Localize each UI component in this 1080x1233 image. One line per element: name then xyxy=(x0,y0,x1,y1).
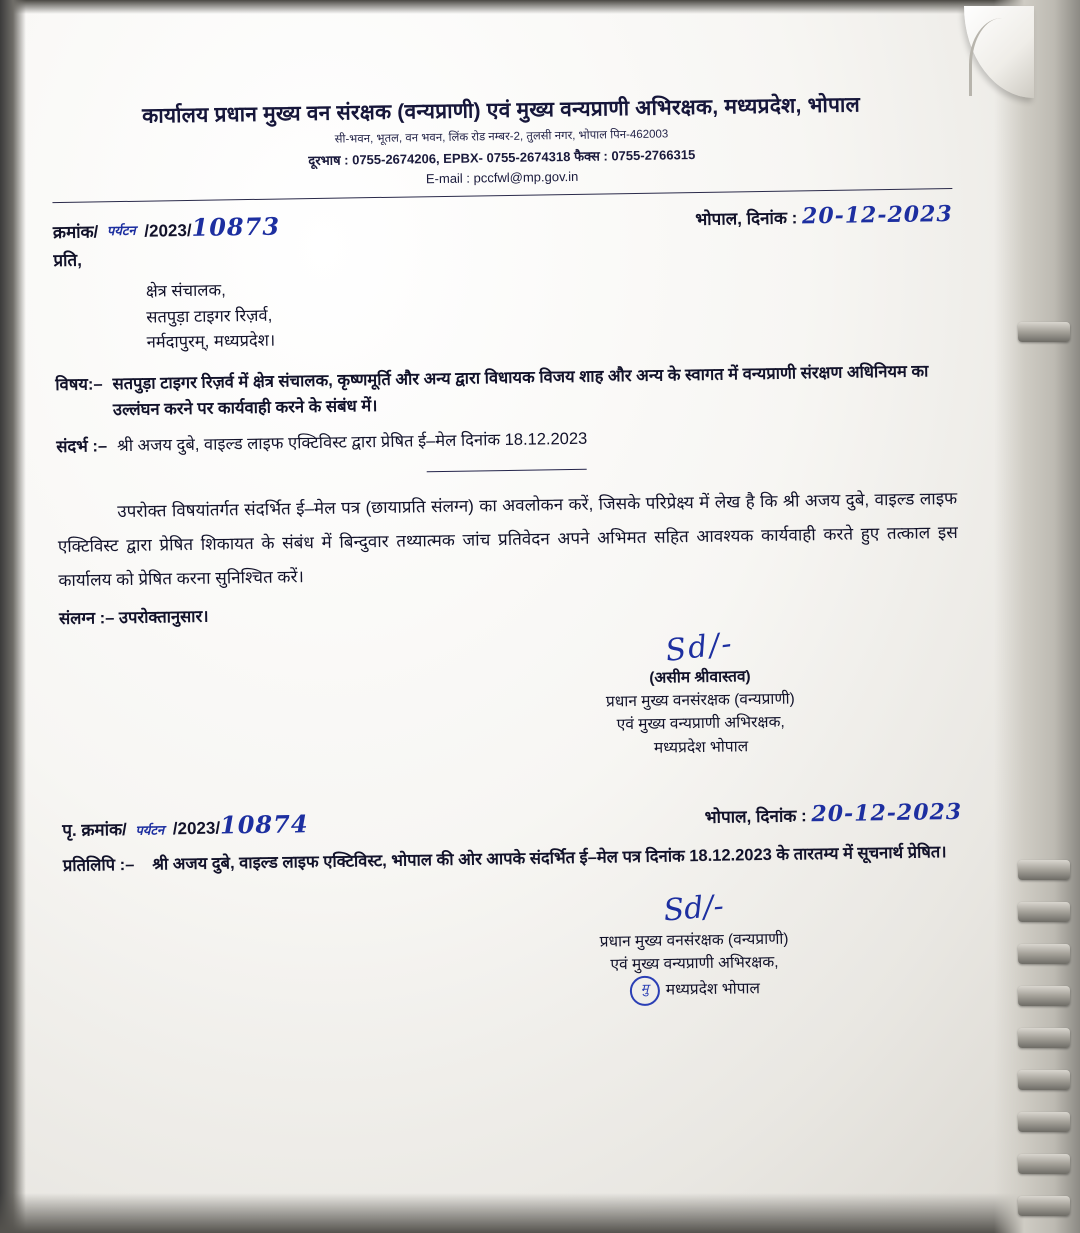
reference-line-label: संदर्भ :– xyxy=(56,437,108,457)
copy-to-text: श्री अजय दुबे, वाइल्ड लाइफ एक्टिविस्ट, भोपाल की ओर आपके संदर्भित ई–मेल पत्र दिनांक 18.12.2023 के तारतम्य में सूचनार्थ प्रेषित। xyxy=(152,843,947,874)
binding-ring xyxy=(1018,860,1070,880)
photo-left-edge-shadow xyxy=(0,0,26,1233)
signature-block-secondary xyxy=(483,883,905,1009)
handwritten-signature-secondary: Sd/- xyxy=(662,888,726,929)
office-email-line: E-mail : pccfwl@mp.gov.in xyxy=(425,168,579,187)
handwritten-signature: Sd/- xyxy=(663,625,736,669)
signer-designation-line-1: प्रधान मुख्य वनसंरक्षक (वन्यप्राणी) xyxy=(605,690,795,711)
signer-name: (असीम श्रीवास्तव) xyxy=(649,668,751,687)
copy-reference-number-row xyxy=(62,799,962,842)
addressee-block xyxy=(146,267,955,356)
spiral-binding-strip xyxy=(994,0,1080,1233)
addressee-line: नर्मदापुरम्, मध्यप्रदेश। xyxy=(146,331,276,352)
copy-reference-group xyxy=(62,809,309,842)
copy-reference-label: पृ. क्रमांक/ xyxy=(62,819,127,840)
binding-ring xyxy=(1018,1028,1070,1048)
letterhead-divider xyxy=(52,188,952,203)
copy-to-label: प्रतिलिपि :– xyxy=(62,855,135,875)
signer-designation-line-3: मध्यप्रदेश भोपाल xyxy=(653,737,749,757)
reference-row xyxy=(56,420,956,461)
subject-row xyxy=(55,358,956,425)
office-phone-line: दूरभाष : 0755-2674206, EPBX- 0755-2674318 फैक्स : 0755-2766315 xyxy=(308,147,696,169)
copy-reference-serial-number: 10874 xyxy=(219,809,309,840)
signer2-office-line: मध्यप्रदेश भोपाल xyxy=(665,980,761,1000)
subject-text: सतपुड़ा टाइगर रिज़र्व में क्षेत्र संचालक, कृष्णमूर्ति और अन्य द्वारा विधायक विजय शाह और अन्य के स्वागत में वन्यप्राणी संरक्षण अधिनियम का उल्लंघन करने पर कार्यवाही करने के संबंध में। xyxy=(112,362,929,420)
place-date-label: भोपाल, दिनांक : xyxy=(695,208,798,230)
reference-handwritten-overwrite: पर्यटन xyxy=(106,223,136,240)
enclosure-line: संलग्न :– उपरोक्तानुसार। xyxy=(58,607,209,628)
subject-label: विषय:– xyxy=(55,375,103,394)
reference-serial-number: 10873 xyxy=(191,211,281,242)
signature-block xyxy=(489,622,911,763)
office-title: कार्यालय प्रधान मुख्य वन संरक्षक (वन्यप्राणी) एवं मुख्य वन्यप्राणी अभिरक्षक, मध्यप्रदेश, भोपाल xyxy=(141,93,861,128)
document-body xyxy=(51,89,965,1015)
binding-ring xyxy=(1018,1112,1070,1132)
signer2-designation-line-1: प्रधान मुख्य वनसंरक्षक (वन्यप्राणी) xyxy=(599,930,789,951)
binding-ring xyxy=(1018,1196,1070,1216)
copy-place-date-group xyxy=(704,799,962,829)
copy-reference-handwritten-overwrite: पर्यटन xyxy=(135,823,165,839)
addressee-line: सतपुड़ा टाइगर रिज़र्व, xyxy=(146,306,273,327)
reference-label: क्रमांक/ xyxy=(52,222,99,243)
reference-year: /2023/ xyxy=(144,220,192,241)
photo-top-edge-shadow xyxy=(0,0,1080,14)
binding-ring xyxy=(1018,1154,1070,1174)
binding-ring xyxy=(1018,902,1070,922)
letter-body-paragraph: उपरोक्त विषयांतर्गत संदर्भित ई–मेल पत्र (छायाप्रति संलग्न) का अवलोकन करें, जिसके परिप्रेक्ष्य में लेख है कि श्री अजय दुबे, वाइल्ड लाइफ एक्टिविस्ट द्वारा प्रेषित शिकायत के संबंध में बिन्दुवार तथ्यात्मक जांच प्रतिवेदन अपने अभिमत सहित आवश्यक कार्यवाही करते हुए तत्काल इस कार्यालय को प्रेषित करना सुनिश्चित करें। xyxy=(57,488,958,590)
signer2-designation-line-3 xyxy=(485,972,905,1009)
binding-ring xyxy=(1018,944,1070,964)
letterhead xyxy=(51,89,952,203)
copy-place-date-label: भोपाल, दिनांक : xyxy=(704,806,807,827)
copy-to-row xyxy=(63,838,963,880)
section-divider xyxy=(427,469,587,473)
reference-line-text: श्री अजय दुबे, वाइल्ड लाइफ एक्टिविस्ट द्वारा प्रेषित ई–मेल दिनांक 18.12.2023 xyxy=(116,430,588,456)
signer2-designation-line-2: एवं मुख्य वन्यप्राणी अभिरक्षक, xyxy=(610,953,779,974)
official-stamp-icon: मु xyxy=(630,976,660,1006)
copy-letter-date: 20-12-2023 xyxy=(811,798,963,828)
office-address: सी-भवन, भूतल, वन भवन, लिंक रोड नम्बर-2, तुलसी नगर, भोपाल पिन-462003 xyxy=(334,128,669,146)
copy-reference-year: /2023/ xyxy=(172,818,221,839)
to-label: प्रति, xyxy=(53,250,83,271)
binding-ring xyxy=(1018,1070,1070,1090)
photo-bottom-edge-shadow xyxy=(0,1193,1080,1233)
letter-date: 20-12-2023 xyxy=(801,200,953,230)
binding-ring xyxy=(1018,322,1070,342)
binding-ring xyxy=(1018,986,1070,1006)
place-date-group xyxy=(695,201,953,231)
reference-number-group xyxy=(53,212,281,245)
addressee-line: क्षेत्र संचालक, xyxy=(145,281,226,301)
signer-designation-line-2: एवं मुख्य वन्यप्राणी अभिरक्षक, xyxy=(616,714,785,734)
